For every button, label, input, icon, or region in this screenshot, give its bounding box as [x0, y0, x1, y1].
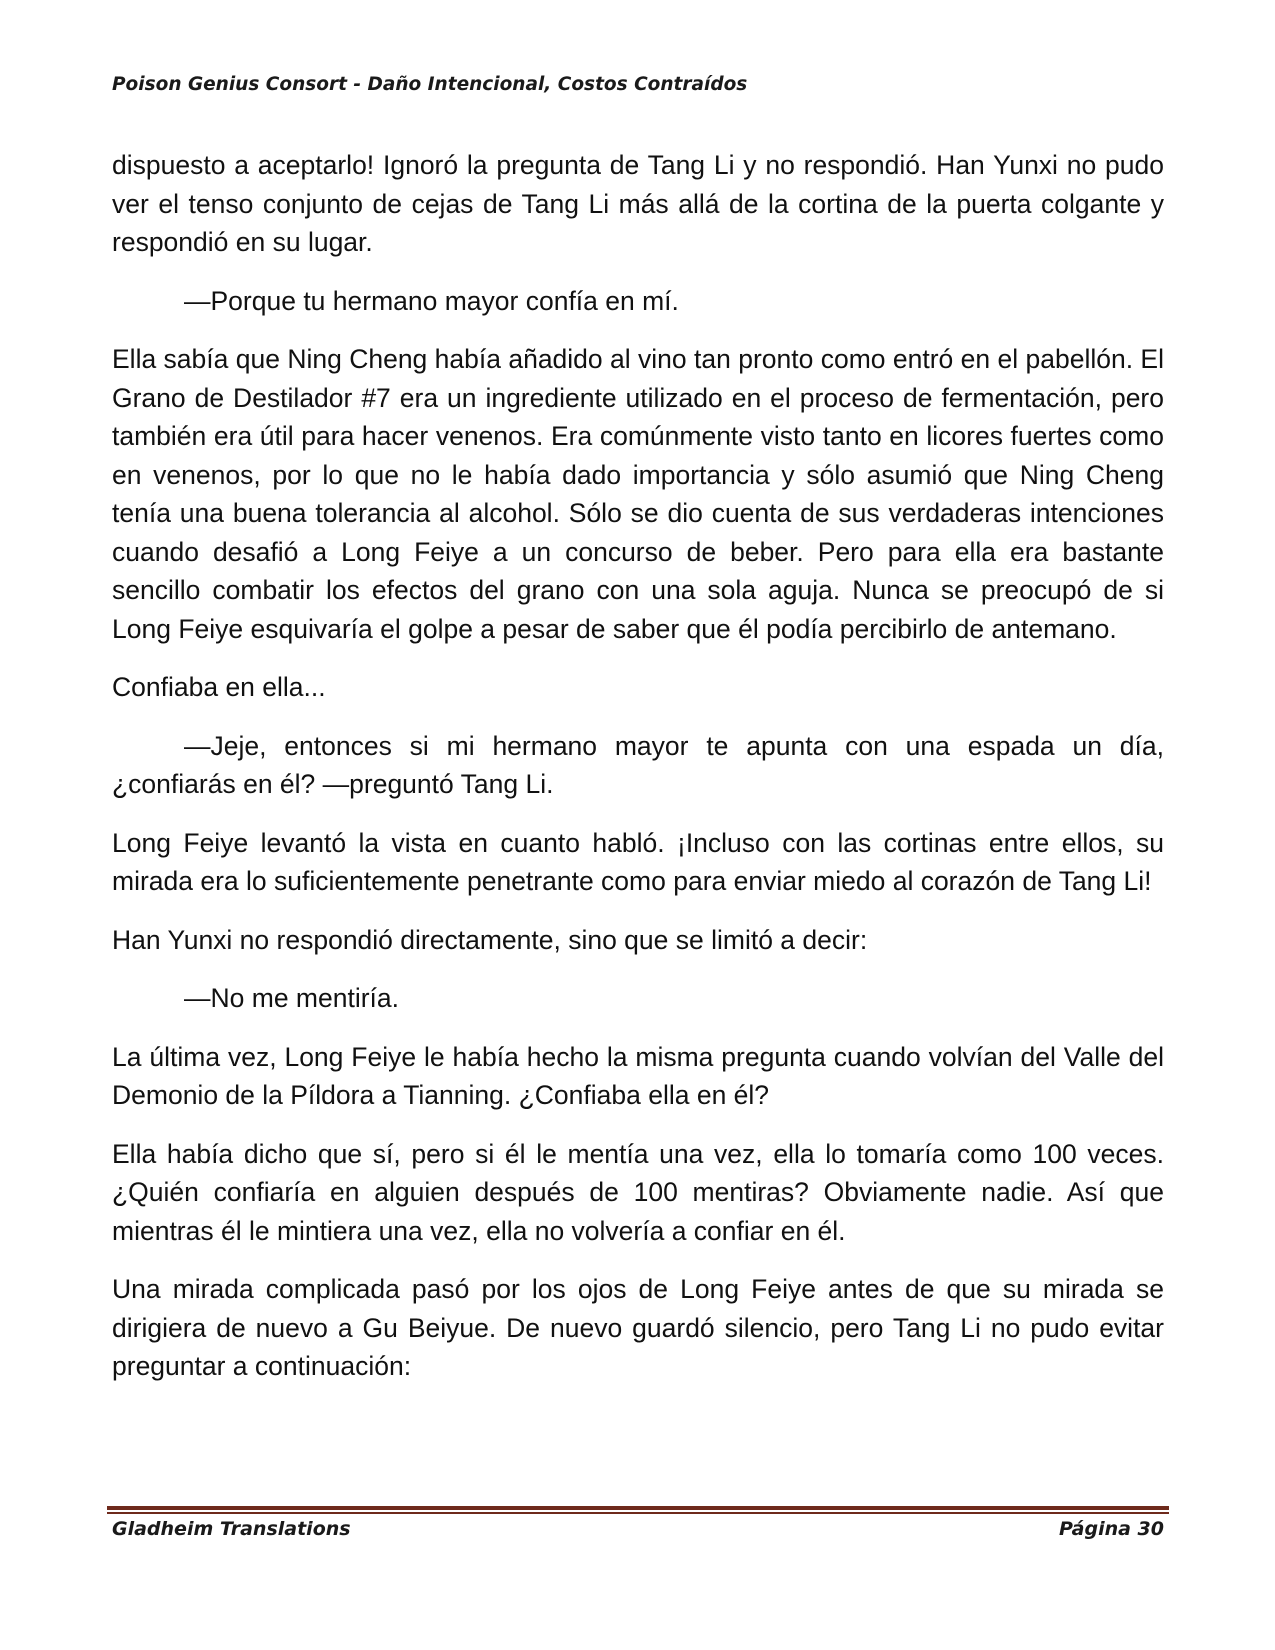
paragraph-4: Confiaba en ella...: [112, 672, 326, 702]
paragraph-6: Long Feiye levantó la vista en cuanto habló. ¡Incluso con las cortinas entre ellos, su mirada era lo suficientemente penetrante como para enviar miedo al corazón de Tang Li!: [112, 827, 1164, 896]
paragraph-10: Ella había dicho que sí, pero si él le mentía una vez, ella lo tomaría como 100 veces. ¿Quién confiaría en alguien después de 100 mentiras? Obviamente nadie. Así que mientras él le mintiera una vez, ella no volvería a confiar en él.: [112, 1138, 1164, 1246]
page-body: [112, 146, 1164, 1406]
footer-translator: Gladheim Translations: [112, 1518, 351, 1540]
paragraph-11: Una mirada complicada pasó por los ojos de Long Feiye antes de que su mirada se dirigiera de nuevo a Gu Beiyue. De nuevo guardó silencio, pero Tang Li no pudo evitar preguntar a continuación:: [112, 1274, 1164, 1381]
paragraph-7: Han Yunxi no respondió directamente, sino que se limitó a decir:: [112, 924, 868, 955]
paragraph-3: Ella sabía que Ning Cheng había añadido al vino tan pronto como entró en el pabellón. El Grano de Destilador #7 era un ingrediente utilizado en el proceso de fermentación, pero también era útil para hacer venenos. Era comúnmente visto tanto en licores fuertes como en venenos, por lo que no le había dado importancia y sólo asumió que Ning Cheng tenía una buena tolerancia al alcohol. Sólo se dio cuenta de sus verdaderas intenciones cuando desafió a Long Feiye a un concurso de beber. Pero para ella era bastante sencillo combatir los efectos del grano con una sola aguja. Nunca se preocupó de si Long Feiye esquivaría el golpe a pesar de saber que él podía percibirlo de antemano.: [112, 344, 1164, 644]
page-number: Página 30: [1058, 1518, 1164, 1540]
paragraph-2: —Porque tu hermano mayor confía en mí.: [184, 285, 679, 316]
footer-divider-thin-line: [107, 1512, 1169, 1514]
footer-divider: [107, 1506, 1169, 1514]
paragraph-8: —No me mentiría.: [184, 983, 400, 1013]
paragraph-9: La última vez, Long Feiye le había hecho la misma pregunta cuando volvían del Valle del Demonio de la Píldora a Tianning. ¿Confiaba ella en él?: [112, 1041, 1164, 1110]
paragraph-5: —Jeje, entonces si mi hermano mayor te apunta con una espada un día, ¿confiarás en él? —preguntó Tang Li.: [112, 730, 1164, 799]
paragraph-1: dispuesto a aceptarlo! Ignoró la pregunta de Tang Li y no respondió. Han Yunxi no pudo ver el tenso conjunto de cejas de Tang Li más allá de la cortina de la puerta colgante y respondió en su lugar.: [112, 150, 1164, 257]
running-header: Poison Genius Consort - Daño Intencional, Costos Contraídos: [112, 74, 748, 95]
